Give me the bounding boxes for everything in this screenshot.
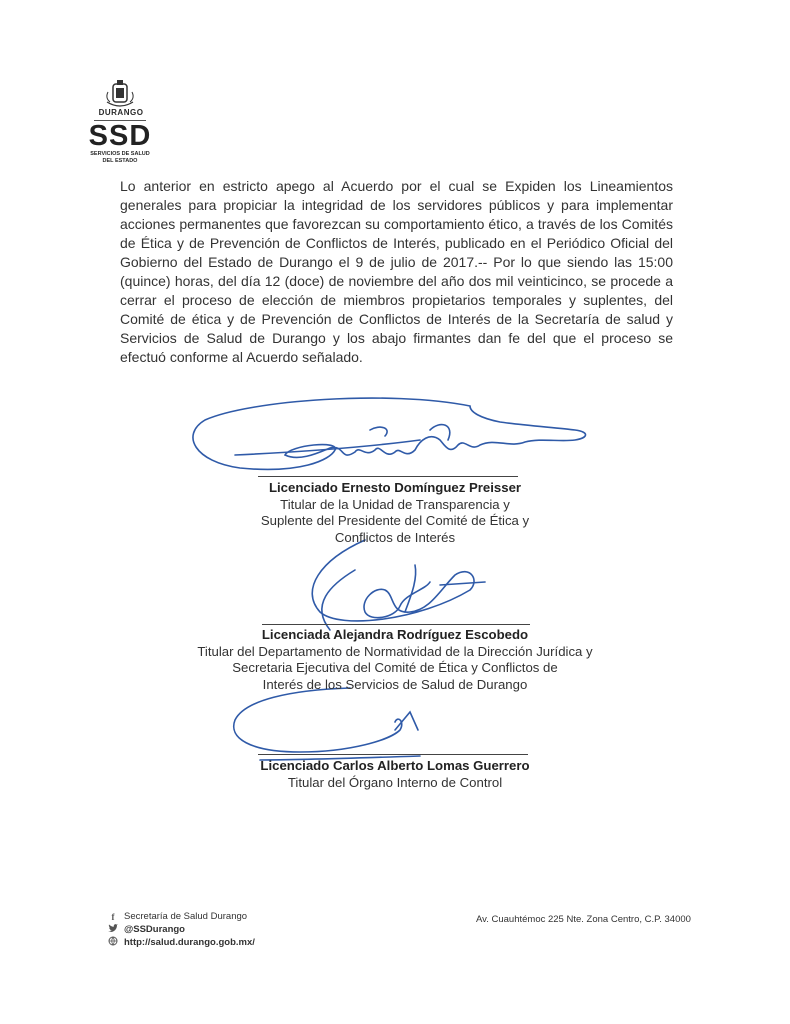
org-abbreviation: SSD	[88, 120, 152, 152]
signatory-3-title-line-1: Titular del Órgano Interno de Control	[287, 774, 503, 790]
durango-seal-icon	[102, 80, 138, 108]
signatory-1-title-line-1: Titular de la Unidad de Transparencia y	[280, 496, 510, 512]
ssd-logo	[80, 80, 170, 170]
signature-line-1	[258, 476, 518, 477]
signatory-2	[120, 627, 670, 693]
footer-contacts	[108, 911, 255, 950]
signatory-3-name: Licenciado Carlos Alberto Lomas Guerrero	[260, 758, 530, 773]
web-icon	[108, 936, 118, 950]
signature-line-3	[258, 754, 528, 755]
website-link[interactable]: http://salud.durango.gob.mx/	[124, 936, 255, 948]
signature-1	[193, 398, 586, 469]
org-name-line-1: SERVICIOS DE SALUD	[90, 151, 150, 157]
signature-line-2	[262, 624, 530, 625]
state-name: DURANGO	[98, 108, 144, 117]
signatory-1-name: Licenciado Ernesto Domínguez Preisser	[268, 480, 522, 495]
org-name-line-2: DEL ESTADO	[102, 158, 138, 164]
footer-facebook[interactable]	[108, 911, 255, 924]
signatory-1-title-line-3: Conflictos de Interés	[334, 529, 456, 545]
footer-twitter[interactable]	[108, 924, 255, 937]
signatory-2-name: Licenciada Alejandra Rodríguez Escobedo	[261, 627, 529, 642]
signatory-2-title-line-3: Interés de los Servicios de Salud de Durango	[262, 676, 528, 692]
twitter-handle: @SSDurango	[124, 923, 185, 935]
footer-website[interactable]	[108, 936, 255, 950]
org-name	[80, 151, 160, 165]
body-paragraph: Lo anterior en estricto apego al Acuerdo por el cual se Expiden los Lineamientos generales para propiciar la integridad de los servidores públicos y para implementar acciones permanentes que favorezcan su comportamiento ético, a través de los Comités de Ética y de Prevención de Conflictos de Interés, publicado en el Periódico Oficial del Gobierno del Estado de Durango el 9 de julio de 2017.-- Por lo que siendo las 15:00 (quince) horas, del día 12 (doce) de noviembre del año dos mil veinticinco, se procede a cerrar el proceso de elección de miembros propietarios temporales y suplentes, del Comité de ética y de Prevención de Conflictos de Interés de la Secretaría de salud y Servicios de Salud de Durango y los abajo firmantes dan fe del que el proceso se efectuó conforme al Acuerdo señalado.	[120, 178, 673, 365]
signature-3	[234, 688, 402, 752]
footer-address: Av. Cuauhtémoc 225 Nte. Zona Centro, C.P. 34000	[476, 914, 691, 925]
signature-2	[312, 540, 474, 621]
signatory-2-title-line-1: Titular del Departamento de Normatividad de la Dirección Jurídica y	[197, 643, 593, 659]
signatory-1-title-line-2: Suplente del Presidente del Comité de Ética y	[260, 513, 530, 528]
facebook-label: Secretaría de Salud Durango	[124, 911, 248, 922]
signatory-1	[195, 480, 595, 546]
signatory-2-title-line-2: Secretaria Ejecutiva del Comité de Ética y Conflictos de	[232, 660, 558, 675]
twitter-icon	[108, 924, 118, 937]
signatory-3	[195, 758, 595, 791]
facebook-icon: f	[111, 912, 115, 922]
